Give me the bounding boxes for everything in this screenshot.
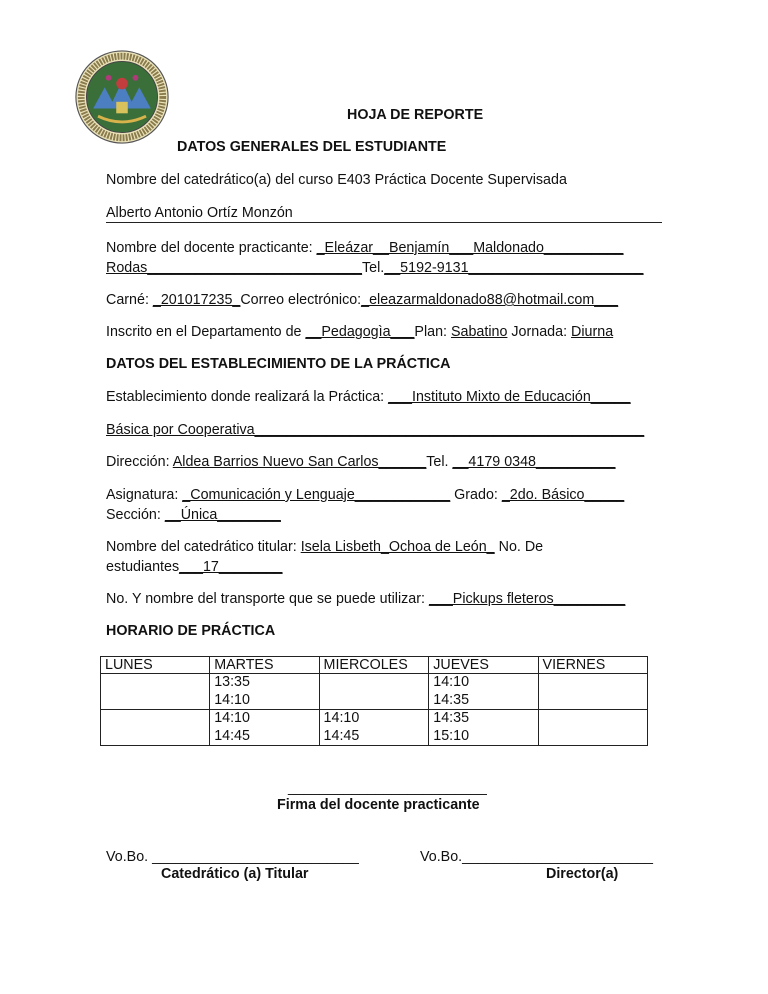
tel-label: Tel.	[362, 260, 385, 276]
grade-label: Grado:	[450, 487, 502, 503]
establishment-line	[106, 389, 631, 406]
schedule-header-row	[101, 657, 648, 674]
schedule-cell	[538, 710, 647, 746]
teacher-value: Isela Lisbeth_Ochoa de León_	[300, 539, 495, 555]
address-tel-value: __4179 0348__________	[452, 454, 616, 470]
signature-line: _________________________	[288, 780, 487, 796]
schedule-cell: 14:10 14:45	[210, 710, 319, 746]
practitioner-name-part2: Rodas___________________________	[106, 260, 363, 276]
address-tel-label: Tel.	[426, 454, 453, 470]
tel-value: __5192-9131______________________	[384, 260, 644, 276]
carne-label: Carné:	[106, 292, 153, 308]
establishment-line-2	[106, 422, 644, 439]
transport-label: No. Y nombre del transporte que se puede utilizar:	[106, 591, 429, 607]
schedule-cell	[101, 710, 210, 746]
report-title: HOJA DE REPORTE	[347, 107, 484, 123]
jornada-value: Diurna	[571, 324, 614, 340]
practitioner-line	[106, 240, 623, 257]
email-value: _eleazarmaldonado88@hotmail.com___	[361, 292, 619, 308]
address-line	[106, 454, 616, 471]
plan-label: Plan:	[414, 324, 451, 340]
teacher-label: Nombre del catedrático titular:	[106, 539, 301, 555]
practitioner-line-2	[106, 260, 643, 277]
email-label: Correo electrónico:	[240, 292, 362, 308]
establishment-value-cont: Básica por Cooperativa_________________________________________________	[106, 422, 645, 438]
department-value: __Pedagogìa___	[305, 324, 415, 340]
address-label: Dirección:	[106, 454, 173, 470]
schedule-section-heading: HORARIO DE PRÁCTICA	[106, 623, 276, 639]
schedule-cell: 13:35 14:10	[210, 674, 319, 710]
students-value: ___17________	[179, 559, 283, 575]
grade-value: _2do. Básico_____	[501, 487, 625, 503]
schedule-row	[101, 674, 648, 710]
schedule-row	[101, 710, 648, 746]
professor-name: Alberto Antonio Ortíz Monzón	[106, 205, 293, 221]
professor-underline	[106, 222, 662, 223]
subject-label: Asignatura:	[106, 487, 183, 503]
section-line	[106, 507, 281, 524]
plan-value: Sabatino	[450, 324, 508, 340]
schedule-cell: 14:10 14:35	[429, 674, 538, 710]
students-label: No. De	[494, 539, 544, 555]
schedule-cell	[101, 674, 210, 710]
section-value: __Única________	[164, 507, 281, 523]
schedule-cell	[538, 674, 647, 710]
day-header: VIERNES	[538, 657, 647, 674]
day-header: LUNES	[101, 657, 210, 674]
day-header: MIERCOLES	[319, 657, 429, 674]
subject-line	[106, 487, 624, 504]
schedule-cell: 14:10 14:45	[319, 710, 429, 746]
schedule-table	[100, 656, 648, 746]
establishment-value: ___Instituto Mixto de Educación_____	[388, 389, 631, 405]
subject-value: _Comunicación y Lenguaje____________	[182, 487, 451, 503]
vobo-professor-line: Vo.Bo. __________________________	[106, 849, 359, 865]
establishment-section-heading: DATOS DEL ESTABLECIMIENTO DE LA PRÁCTICA	[106, 356, 451, 372]
vobo-director-line: Vo.Bo.________________________	[420, 849, 653, 865]
vobo-director-caption: Director(a)	[546, 866, 619, 882]
practitioner-name-part1: _Eleázar__Benjamín___Maldonado__________	[316, 240, 624, 256]
schedule-cell	[319, 674, 429, 710]
university-seal-logo	[74, 49, 170, 145]
address-value: Aldea Barrios Nuevo San Carlos______	[172, 454, 427, 470]
department-line	[106, 324, 613, 341]
vobo-professor-caption: Catedrático (a) Titular	[161, 866, 309, 882]
teacher-line	[106, 539, 543, 556]
schedule-cell: 14:35 15:10	[429, 710, 538, 746]
course-professor-label: Nombre del catedrático(a) del curso E403 Práctica Docente Supervisada	[106, 172, 567, 188]
establishment-label: Establecimiento donde realizará la Práctica:	[106, 389, 389, 405]
department-label: Inscrito en el Departamento de	[106, 324, 306, 340]
student-section-heading: DATOS GENERALES DEL ESTUDIANTE	[177, 139, 447, 155]
signature-caption: Firma del docente practicante	[277, 797, 480, 813]
transport-value: ___Pickups fleteros_________	[428, 591, 626, 607]
transport-line	[106, 591, 625, 608]
day-header: JUEVES	[429, 657, 538, 674]
jornada-label: Jornada:	[507, 324, 572, 340]
students-line	[106, 559, 283, 576]
section-label: Sección:	[106, 507, 165, 523]
day-header: MARTES	[210, 657, 319, 674]
practitioner-label: Nombre del docente practicante:	[106, 240, 317, 256]
carne-value: _201017235_	[152, 292, 241, 308]
students-label-cont: estudiantes	[106, 559, 180, 575]
carne-line	[106, 292, 618, 309]
